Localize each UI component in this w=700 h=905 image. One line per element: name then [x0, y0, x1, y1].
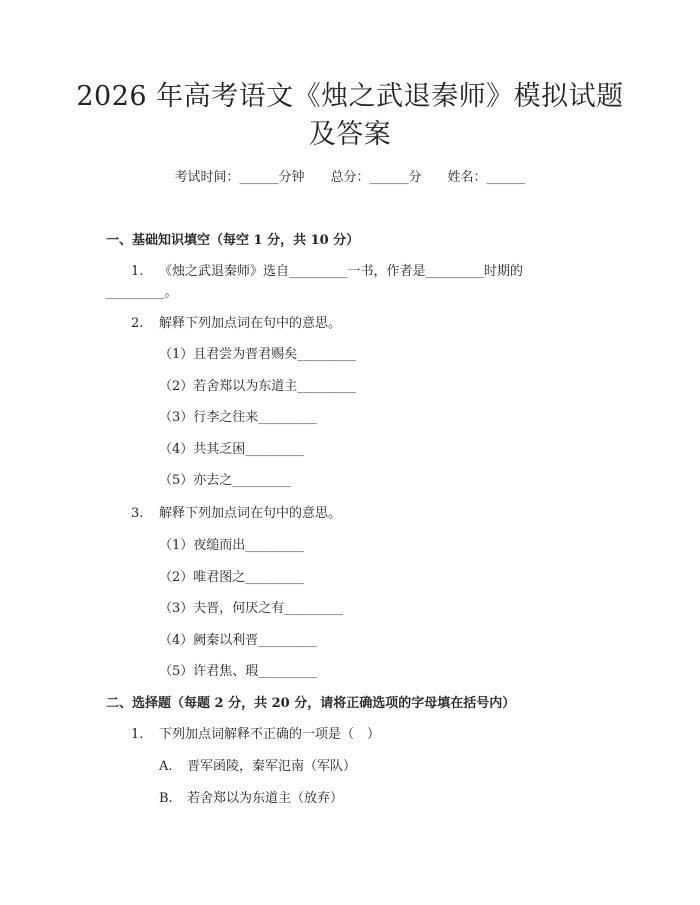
question-1-1-continued: _________。	[106, 285, 178, 300]
question-number: 1.	[131, 264, 144, 279]
sub-item: （4）阙秦以利晋_________	[159, 633, 317, 648]
exam-info	[0, 168, 700, 188]
option-text: 若舍郑以为东道主（放弃）	[187, 791, 344, 806]
page-title	[0, 78, 700, 154]
question-text: 下列加点词解释不正确的一项是（ ）	[159, 727, 381, 742]
section-2-heading: 二、选择题（每题 2 分，共 20 分，请将正确选项的字母填在括号内）	[106, 696, 516, 711]
question-1-1	[131, 262, 523, 282]
option-letter: B.	[159, 791, 173, 806]
sub-item: （1）且君尝为晋君赐矣_________	[159, 347, 356, 362]
question-text: 解释下列加点词在句中的意思。	[159, 316, 342, 331]
sub-item: （2）若舍郑以为东道主_________	[159, 379, 356, 394]
section-1-heading: 一、基础知识填空（每空 1 分，共 10 分）	[106, 233, 360, 248]
sub-item: （3）行李之往来_________	[159, 410, 317, 425]
question-number: 2.	[131, 316, 144, 331]
question-text: 《烛之武退秦师》选自_________一书，作者是_________时期的	[159, 264, 524, 279]
option-a	[159, 757, 356, 777]
question-1-2	[131, 314, 341, 334]
title-line-2: 及答案	[308, 119, 392, 150]
sub-item: （2）唯君图之_________	[159, 570, 304, 585]
option-text: 晋军函陵，秦军氾南（军队）	[187, 759, 357, 774]
option-letter: A.	[159, 759, 173, 774]
name-field: 姓名：______	[447, 170, 526, 185]
exam-time-field: 考试时间：______分钟	[174, 170, 305, 185]
question-2-1	[131, 725, 380, 745]
option-b	[159, 789, 343, 809]
sub-item: （4）共其乏困_________	[159, 442, 304, 457]
question-number: 3.	[131, 506, 144, 521]
sub-item: （3）夫晋，何厌之有_________	[159, 601, 343, 616]
sub-item: （1）夜缒而出_________	[159, 538, 304, 553]
question-text: 解释下列加点词在句中的意思。	[159, 506, 342, 521]
sub-item: （5）许君焦、瑕_________	[159, 664, 317, 679]
title-line-1: 2026 年高考语文《烛之武退秦师》模拟试题	[76, 81, 624, 112]
sub-item: （5）亦去之_________	[159, 473, 291, 488]
total-score-field: 总分：______分	[330, 170, 422, 185]
question-1-3	[131, 504, 341, 524]
question-number: 1.	[131, 727, 144, 742]
